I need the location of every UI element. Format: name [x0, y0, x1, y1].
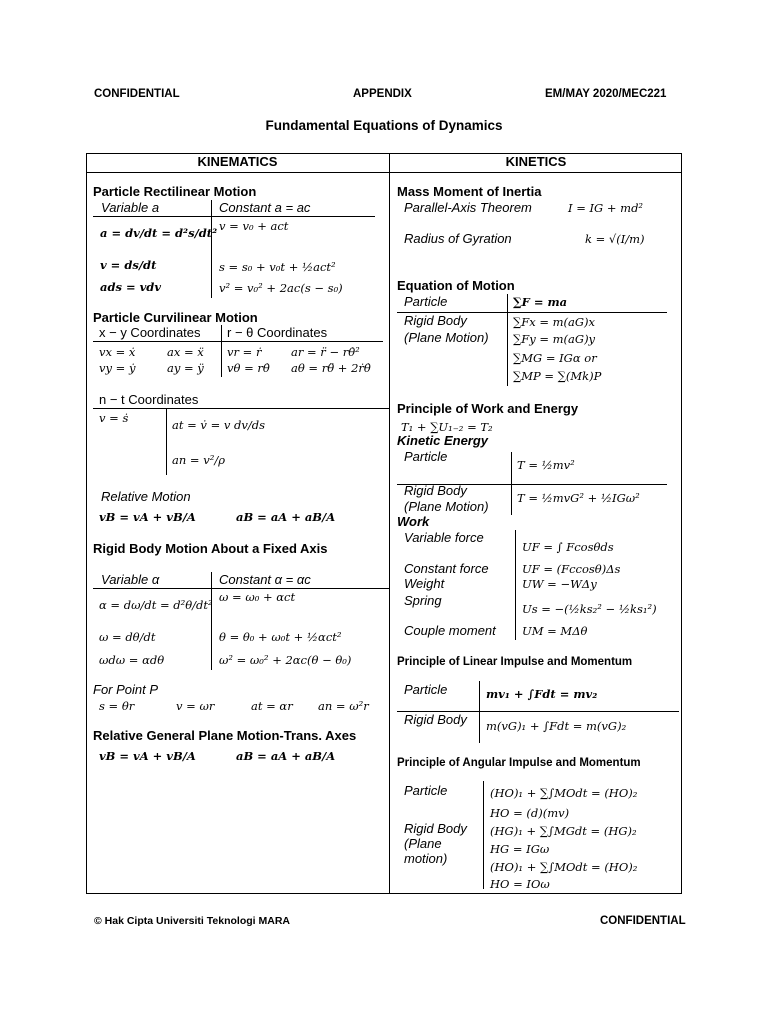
ke-particle-divider	[511, 452, 512, 484]
work-energy-title: Principle of Work and Energy	[397, 401, 579, 416]
variable-a-label: Variable a	[101, 200, 160, 215]
motion-particle-eq: ∑F = ma	[513, 295, 568, 309]
weight-eq: UW = −WΔy	[522, 577, 597, 591]
motion-rigid-eq-2: ∑Fy = m(aG)y	[513, 332, 596, 346]
general-plane-a-eq: aB = aA + aB/A	[236, 749, 336, 763]
point-p-title: For Point P	[93, 682, 159, 697]
r-theta-coordinates-label: r − θ Coordinates	[227, 325, 328, 340]
rt-eq-ar: ar = r̈ − rθ̇²	[291, 345, 360, 359]
fixed-var-eq-2: ω = dθ/dt	[99, 630, 156, 644]
variable-alpha-label: Variable α	[101, 572, 160, 587]
kinematics-heading: KINEMATICS	[197, 154, 278, 169]
curvilinear-title: Particle Curvilinear Motion	[93, 310, 258, 325]
linear-impulse-title: Principle of Linear Impulse and Momentum	[397, 656, 633, 668]
rect-const-eq-1: v = v₀ + act	[219, 219, 289, 233]
fixed-var-eq-3: ωdω = αdθ	[99, 653, 165, 667]
fixed-const-eq-2: θ = θ₀ + ω₀t + ½αct²	[219, 630, 342, 644]
constant-a-label: Constant a = ac	[219, 200, 311, 215]
rt-eq-vr: vr = ṙ	[227, 345, 262, 359]
point-p-eq-v: v = ωr	[176, 699, 215, 713]
page-title: Fundamental Equations of Dynamics	[265, 118, 503, 133]
rectilinear-rule	[93, 216, 375, 217]
relative-a-eq: aB = aA + aB/A	[236, 510, 336, 524]
linear-rigid-label: Rigid Body	[404, 712, 467, 727]
xy-eq-vx: vx = ẋ	[99, 345, 136, 359]
parallel-axis-eq: I = IG + md²	[568, 201, 644, 215]
kinetics-heading: KINETICS	[505, 154, 567, 169]
angular-rigid-eq-4: HO = IOω	[490, 877, 550, 891]
nt-eq-an: an = v²/ρ	[172, 453, 225, 467]
inertia-title: Mass Moment of Inertia	[397, 184, 542, 199]
rt-eq-vtheta: vθ = rθ̇	[227, 361, 270, 375]
column-divider	[389, 153, 390, 894]
gyration-eq: k = √(I/m)	[585, 232, 645, 246]
ke-rigid-label-1: Rigid Body	[404, 483, 467, 498]
header-course-code: EM/MAY 2020/MEC221	[545, 88, 667, 100]
angular-rigid-label-3: motion)	[404, 851, 448, 866]
variable-force-eq: UF = ∫ Fcosθds	[522, 540, 614, 554]
linear-particle-eq: mv₁ + ∫Fdt = mv₂	[486, 687, 598, 701]
motion-rigid-eq-1: ∑Fx = m(aG)x	[513, 315, 596, 329]
point-p-eq-s: s = θr	[99, 699, 135, 713]
ke-rigid-divider	[511, 485, 512, 515]
fixed-var-eq-1: α = dω/dt = d²θ/dt²	[99, 598, 213, 612]
angular-rigid-label-2: (Plane	[404, 836, 442, 851]
angular-rigid-eq-2: HG = IGω	[490, 842, 550, 856]
linear-particle-label: Particle	[404, 682, 448, 697]
gyration-label: Radius of Gyration	[404, 231, 512, 246]
linear-divider	[479, 681, 480, 743]
header-appendix: APPENDIX	[353, 88, 412, 100]
ke-rigid-eq: T = ½mvG² + ½IGω²	[517, 491, 640, 505]
footer-confidential: CONFIDENTIAL	[600, 915, 686, 927]
linear-rigid-eq: m(vG)₁ + ∫Fdt = m(vG)₂	[486, 719, 627, 733]
kinetic-energy-label: Kinetic Energy	[397, 433, 489, 448]
motion-rigid-eq-3: ∑MG = IGα or	[513, 351, 597, 365]
general-plane-title: Relative General Plane Motion-Trans. Axes	[93, 728, 357, 743]
xy-eq-vy: vy = ẏ	[99, 361, 136, 375]
rt-eq-atheta: aθ = rθ̈ + 2ṙθ̇	[291, 361, 371, 375]
fixed-const-eq-3: ω² = ω₀² + 2αc(θ − θ₀)	[219, 653, 352, 667]
motion-particle-label: Particle	[404, 294, 448, 309]
ke-particle-label: Particle	[404, 449, 448, 464]
ke-particle-eq: T = ½mv²	[517, 458, 575, 472]
angular-rigid-label-1: Rigid Body	[404, 821, 467, 836]
motion-rigid-eq-4: ∑MP = ∑(Mk)P	[513, 369, 602, 383]
point-p-eq-at: at = αr	[251, 699, 293, 713]
fixed-axis-divider	[211, 572, 212, 670]
angular-rigid-eq-3: (HO)₁ + ∑∫MOdt = (HO)₂	[490, 860, 638, 874]
rectilinear-title: Particle Rectilinear Motion	[93, 184, 257, 199]
angular-particle-eq-1: (HO)₁ + ∑∫MOdt = (HO)₂	[490, 786, 638, 800]
rect-const-eq-2: s = s₀ + v₀t + ½act²	[219, 260, 336, 274]
rect-var-eq-1: a = dv/dt = d²s/dt²	[100, 226, 218, 240]
angular-impulse-title: Principle of Angular Impulse and Momentum	[397, 757, 641, 769]
point-p-eq-an: an = ω²r	[318, 699, 369, 713]
relative-v-eq: vB = vA + vB/A	[99, 510, 196, 524]
rectilinear-divider	[211, 200, 212, 298]
couple-moment-label: Couple moment	[404, 623, 496, 638]
general-plane-v-eq: vB = vA + vB/A	[99, 749, 196, 763]
nt-eq-v: v = ṡ	[99, 411, 129, 425]
motion-divider	[507, 294, 508, 386]
angular-divider	[483, 781, 484, 889]
work-divider	[515, 530, 516, 640]
fixed-axis-rule	[93, 588, 389, 589]
constant-alpha-label: Constant α = αc	[219, 572, 311, 587]
rect-const-eq-3: v² = v₀² + 2ac(s − s₀)	[219, 281, 343, 295]
spring-label: Spring	[404, 593, 442, 608]
table-header-rule	[86, 172, 682, 173]
fixed-axis-title: Rigid Body Motion About a Fixed Axis	[93, 541, 328, 556]
nt-eq-at: at = v̇ = v dv/ds	[172, 418, 266, 432]
relative-motion-title: Relative Motion	[101, 489, 191, 504]
footer-copyright: © Hak Cipta Universiti Teknologi MARA	[94, 915, 290, 927]
angular-particle-label: Particle	[404, 783, 448, 798]
variable-force-label: Variable force	[404, 530, 484, 545]
xy-eq-ax: ax = ẍ	[167, 345, 204, 359]
motion-title: Equation of Motion	[397, 278, 515, 293]
nt-coordinates-label: n − t Coordinates	[99, 392, 199, 407]
angular-rigid-eq-1: (HG)₁ + ∑∫MGdt = (HG)₂	[490, 824, 637, 838]
weight-label: Weight	[404, 576, 445, 591]
angular-particle-eq-2: HO = (d)(mv)	[490, 806, 570, 820]
rect-var-eq-2: v = ds/dt	[100, 258, 157, 272]
nt-divider	[166, 409, 167, 475]
header-confidential: CONFIDENTIAL	[94, 88, 180, 100]
parallel-axis-label: Parallel-Axis Theorem	[404, 200, 532, 215]
curvilinear-divider	[221, 325, 222, 377]
constant-force-label: Constant force	[404, 561, 489, 576]
couple-moment-eq: UM = MΔθ	[522, 624, 588, 638]
work-label: Work	[397, 514, 430, 529]
curvilinear-rule	[93, 341, 383, 342]
ke-rigid-label-2: (Plane Motion)	[404, 499, 489, 514]
fixed-const-eq-1: ω = ω₀ + αct	[219, 590, 296, 604]
motion-rigid-label-1: Rigid Body	[404, 313, 467, 328]
nt-rule	[93, 408, 389, 409]
constant-force-eq: UF = (Fccosθ)Δs	[522, 562, 621, 576]
work-energy-eq: T₁ + ∑U₁₋₂ = T₂	[401, 420, 493, 434]
xy-coordinates-label: x − y Coordinates	[99, 325, 201, 340]
xy-eq-ay: ay = ÿ	[167, 361, 204, 375]
motion-rigid-label-2: (Plane Motion)	[404, 330, 489, 345]
spring-eq: Us = −(½ks₂² − ½ks₁²)	[522, 602, 657, 616]
rect-var-eq-3: ads = vdv	[100, 280, 162, 294]
